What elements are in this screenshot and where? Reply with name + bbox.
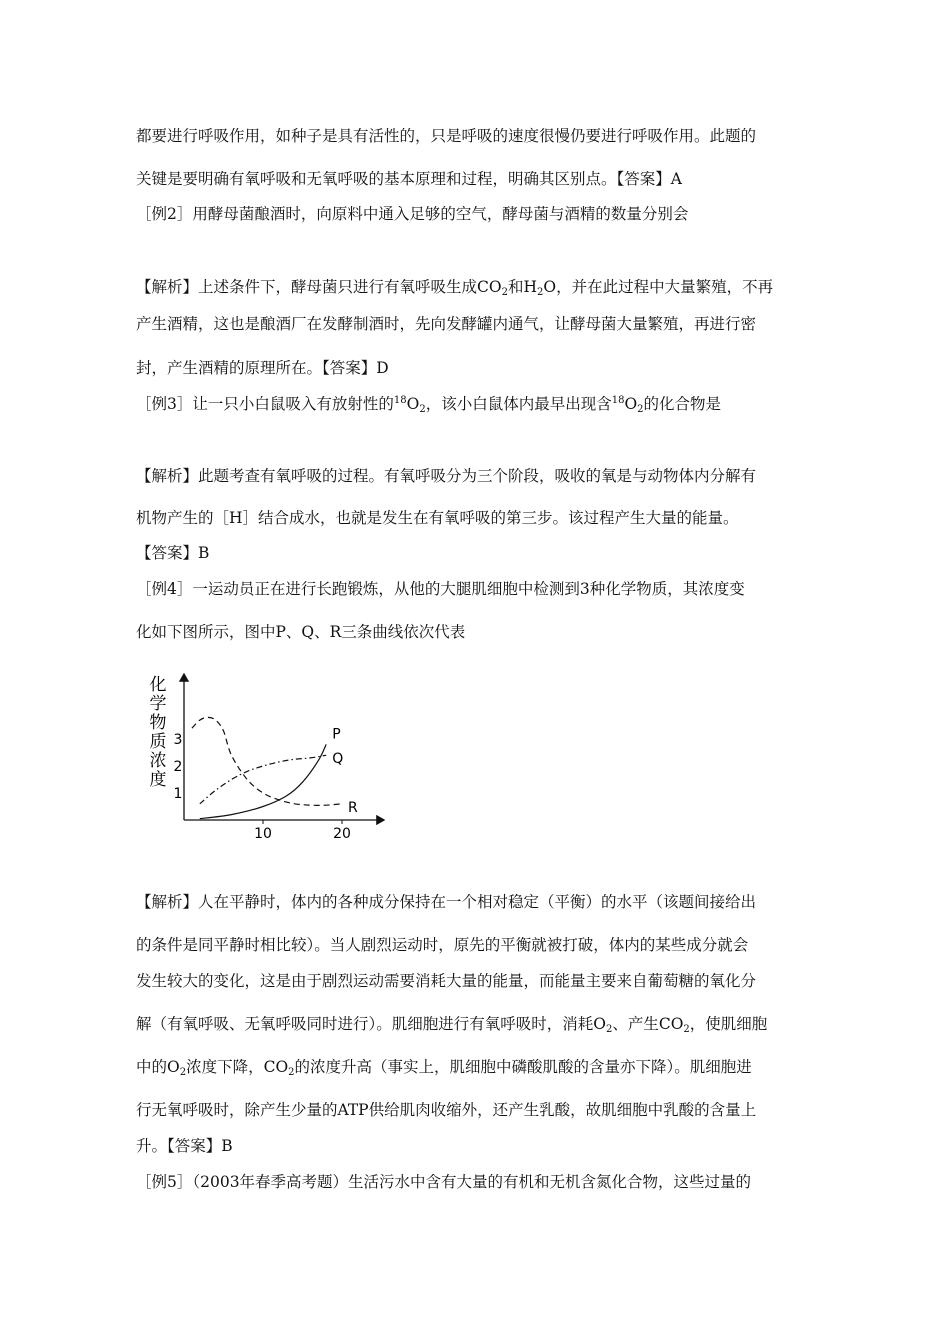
- y-label-char: 度: [149, 770, 167, 790]
- subscript: 2: [179, 1067, 187, 1077]
- text-run: ，使肌细胞: [689, 1015, 768, 1033]
- text-run: ，该小白鼠体内最早出现含: [425, 395, 612, 413]
- subscript: 2: [536, 287, 544, 297]
- y-label-char: 浓: [149, 751, 167, 771]
- analysis-4-line: 的条件是同平静时相比较）。当人剧烈运动时，原先的平衡就被打破，体内的某些成分就会: [136, 936, 749, 954]
- text-run: O: [406, 395, 420, 413]
- subscript: 2: [683, 1024, 690, 1034]
- text-run: 的化合物是: [643, 395, 722, 413]
- question-4-stem: 化如下图所示，图中P、Q、R三条曲线依次代表: [136, 623, 466, 641]
- y-label-char: 化: [149, 675, 167, 695]
- answer-4: 升。【答案】B: [136, 1137, 233, 1155]
- superscript: 18: [611, 395, 625, 406]
- text-run: 解（有氧呼吸、无氧呼吸同时进行）。肌细胞进行有氧呼吸时，消耗O: [136, 1015, 606, 1033]
- analysis-3-line: 机物产生的［H］结合成水，也就是发生在有氧呼吸的第三步。该过程产生大量的能量。: [136, 509, 739, 527]
- y-axis-label: [150, 675, 167, 790]
- y-tick-label: 2: [173, 759, 183, 775]
- analysis-4-line: 行无氧呼吸时，除产生少量的ATP供给肌肉收缩外，还产生乳酸，故肌细胞中乳酸的含量上: [136, 1101, 757, 1119]
- text-run: O，并在此过程中大量繁殖，不再: [543, 278, 774, 296]
- paragraph-line: 都要进行呼吸作用，如种子是具有活性的，只是呼吸的速度很慢仍要进行呼吸作用。此题的: [136, 127, 757, 145]
- analysis-2-line: [136, 277, 826, 297]
- question-2-stem: ［例2］用酵母菌酿酒时，向原料中通入足够的空气，酵母菌与酒精的数量分别会: [136, 205, 689, 223]
- y-label-char: 物: [149, 713, 167, 733]
- concentration-chart: [140, 672, 390, 842]
- analysis-4-line: 发生较大的变化，这是由于剧烈运动需要消耗大量的能量，而能量主要来自葡萄糖的氧化分: [136, 972, 757, 990]
- analysis-2-line: 封，产生酒精的原理所在。【答案】D: [136, 359, 389, 377]
- y-label-char: 学: [149, 694, 167, 714]
- text-run: ［例3］让一只小白鼠吸入有放射性的: [136, 395, 394, 413]
- series-q-curve: [200, 755, 326, 804]
- text-run: 和H: [507, 278, 537, 296]
- subscript: 2: [419, 404, 426, 414]
- analysis-4-line: 【解析】人在平静时，体内的各种成分保持在一个相对稳定（平衡）的水平（该题间接给出: [136, 893, 757, 911]
- subscript: 2: [501, 287, 508, 297]
- text-run: O: [624, 395, 638, 413]
- series-q-label: Q: [332, 751, 344, 768]
- y-tick-label: 3: [173, 732, 183, 748]
- subscript: 2: [605, 1024, 613, 1034]
- text-run: 、产生CO: [612, 1015, 684, 1033]
- question-4-stem: ［例4］一运动员正在进行长跑锻炼，从他的大腿肌细胞中检测到3种化学物质，其浓度变: [136, 580, 745, 598]
- y-label-char: 质: [149, 732, 167, 752]
- subscript: 2: [637, 404, 644, 414]
- x-tick-label: 20: [333, 826, 351, 842]
- analysis-3-line: 【解析】此题考查有氧呼吸的过程。有氧呼吸分为三个阶段，吸收的氧是与动物体内分解有: [136, 467, 757, 485]
- answer-3: 【答案】B: [136, 544, 210, 562]
- series-r-curve: [192, 717, 342, 805]
- series-r-label: R: [348, 799, 358, 816]
- text-run: 浓度下降，CO: [186, 1058, 289, 1076]
- paragraph-line: 关键是要明确有氧呼吸和无氧呼吸的基本原理和过程，明确其区别点。【答案】A: [136, 170, 682, 188]
- x-tick-label: 10: [254, 826, 272, 842]
- analysis-4-line: [136, 1014, 826, 1034]
- question-5-stem: ［例5］（2003年春季高考题）生活污水中含有大量的有机和无机含氮化合物，这些过量的: [136, 1173, 752, 1191]
- analysis-2-line: 产生酒精，这也是酿酒厂在发酵制酒时，先向发酵罐内通气，让酵母菌大量繁殖，再进行密: [136, 315, 757, 333]
- superscript: 18: [393, 395, 407, 406]
- text-run: 中的O: [136, 1058, 180, 1076]
- analysis-4-line: [136, 1057, 826, 1077]
- subscript: 2: [288, 1067, 295, 1077]
- text-run: 的浓度升高（事实上，肌细胞中磷酸肌酸的含量亦下降）。肌细胞进: [294, 1058, 752, 1076]
- y-tick-label: 1: [173, 786, 183, 802]
- series-p-curve: [200, 744, 326, 818]
- series-p-label: P: [332, 726, 341, 743]
- question-3-stem: [136, 394, 826, 414]
- text-run: 【解析】上述条件下，酵母菌只进行有氧呼吸生成CO: [136, 278, 502, 296]
